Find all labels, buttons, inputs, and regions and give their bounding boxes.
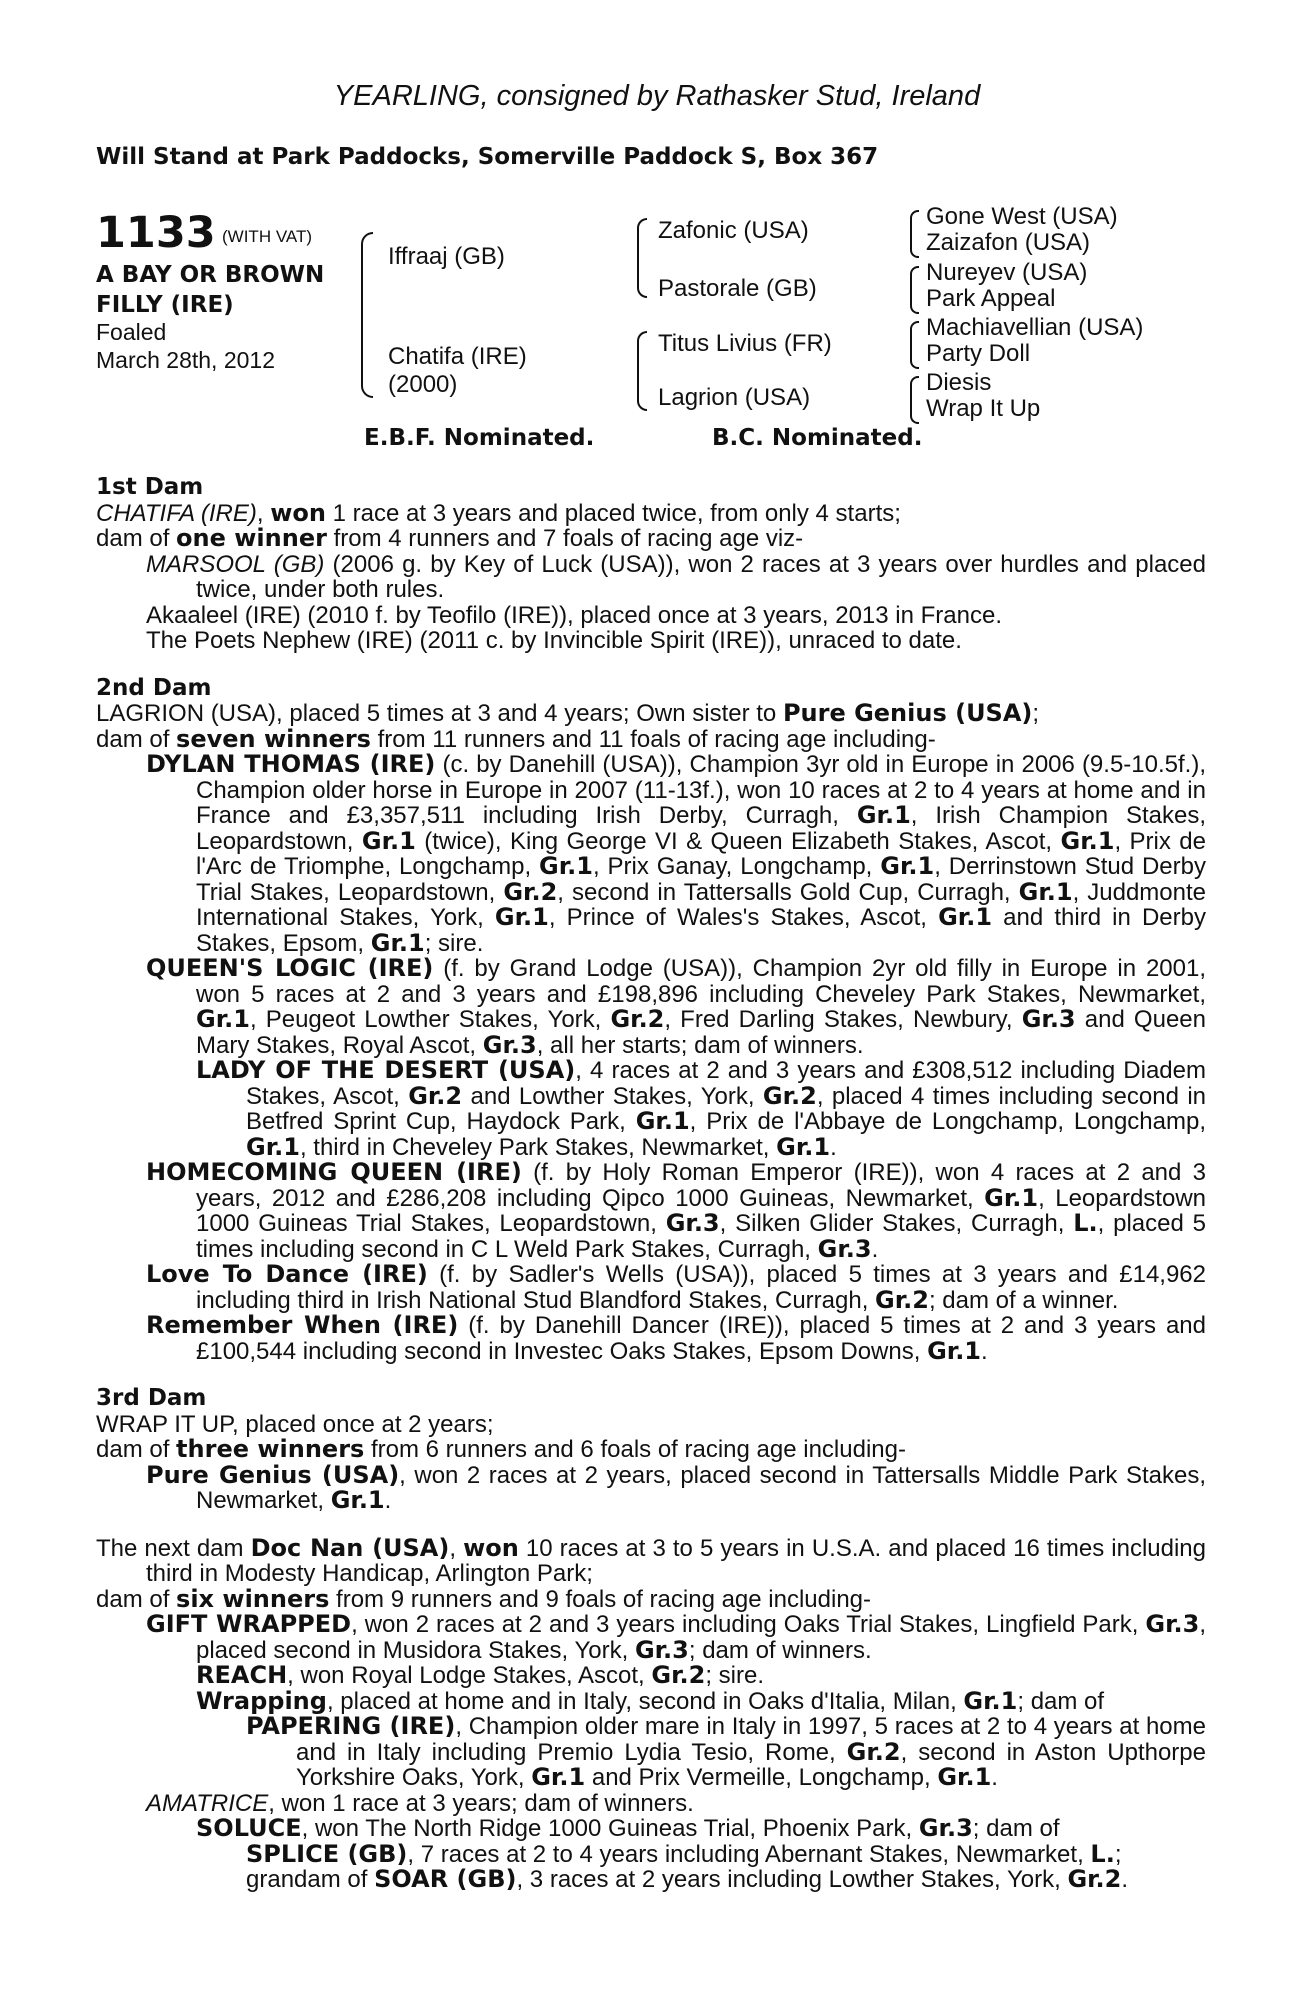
text-run: SOAR (GB): [374, 1865, 517, 1893]
text-run: (f. by Holy Roman Emperor (IRE)), won 4 races at 2 and 3 years, 2012 and £286,208 including Qipco 1000 Guineas, Newmarket,: [196, 1159, 1206, 1212]
text-run: , placed second in Musidora Stakes, York,: [196, 1611, 1206, 1664]
pedigree-ss-sire: Gone West (USA): [926, 203, 1118, 230]
pedigree-ds-dam: Party Doll: [926, 340, 1031, 367]
text-run: ,: [449, 1534, 464, 1562]
text-run: six winners: [176, 1584, 330, 1613]
text-run: Gr.1: [635, 1107, 690, 1135]
first-dam-offspring: Akaaleel (IRE) (2010 f. by Teofilo (IRE)), placed once at 3 years, 2013 in France.: [146, 601, 1002, 629]
pedigree-ss-dam: Zaizafon (USA): [926, 229, 1091, 256]
text-run: ,: [256, 499, 271, 527]
text-run: ; dam of: [1017, 1687, 1105, 1715]
text-run: 10 races at 3 to 5 years in U.S.A. and placed 16 times including third in Modesty Handicap, Arlington Park;: [146, 1534, 1206, 1587]
text-run: Gr.1: [880, 852, 935, 880]
third-dam-offspring-pure-genius: [96, 1460, 1206, 1514]
text-run: Love To Dance (IRE): [146, 1260, 428, 1288]
pedigree-dam-dam: Lagrion (USA): [658, 384, 811, 411]
text-run: Gr.2: [875, 1285, 929, 1314]
text-run: Gr.1: [1018, 877, 1073, 906]
text-run: .: [830, 1133, 837, 1161]
lot-description-line: FILLY (IRE): [96, 292, 234, 318]
text-run: Gr.3: [482, 1030, 537, 1059]
text-run: .: [981, 1337, 988, 1365]
text-run: from 4 runners and 7 foals of racing age viz-: [326, 525, 804, 552]
text-run: , Fred Darling Stakes, Newbury,: [664, 1006, 1022, 1033]
text-run: , won 2 races at 2 and 3 years including Oaks Trial Stakes, Lingfield Park,: [351, 1611, 1146, 1638]
text-run: Gr.1: [494, 903, 549, 931]
text-run: SPLICE (GB): [246, 1839, 408, 1868]
second-dam-offspring-remember-when: [96, 1313, 1206, 1364]
next-dam-great-grand-offspring: [96, 1867, 1206, 1893]
text-run: ; sire.: [705, 1662, 764, 1689]
text-run: QUEEN'S LOGIC (IRE): [146, 954, 434, 982]
text-run: Remember When (IRE): [146, 1311, 459, 1339]
pedigree-sire-sire: Zafonic (USA): [658, 217, 809, 244]
text-run: , placed 4 times including second in Betfred Sprint Cup, Haydock Park,: [246, 1082, 1207, 1135]
text-run: Pure Genius (USA): [146, 1460, 400, 1489]
second-dam-grand-offspring: [96, 1058, 1206, 1160]
text-run: and third in Derby Stakes, Epsom,: [196, 904, 1206, 957]
lot-description: [96, 260, 324, 320]
text-run: (twice), King George VI & Queen Elizabeth Stakes, Ascot,: [415, 827, 1061, 855]
text-run: , won The North Ridge 1000 Guineas Trial, Phoenix Park,: [301, 1815, 919, 1842]
page-title: YEARLING, consigned by Rathasker Stud, Ireland: [333, 80, 981, 112]
text-run: Gr.1: [856, 801, 911, 829]
text-run: Gr.1: [776, 1132, 831, 1161]
text-run: Gr.1: [361, 826, 416, 855]
text-run: and Queen Mary Stakes, Royal Ascot,: [196, 1006, 1206, 1059]
second-dam-line: [96, 701, 1206, 727]
text-run: dam of: [96, 1585, 177, 1613]
text-run: DYLAN THOMAS (IRE): [146, 750, 436, 778]
text-run: ; dam of a winner.: [928, 1286, 1119, 1314]
next-dam-produce-summary: [96, 1584, 1206, 1613]
pedigree-brace-main: [361, 232, 373, 398]
third-dam-heading: 3rd Dam: [96, 1385, 207, 1411]
text-run: Gr.1: [531, 1763, 586, 1791]
pedigree-dd-sire: Diesis: [926, 369, 992, 396]
foaled-label: Foaled: [96, 319, 167, 345]
next-dam-line: [96, 1533, 1206, 1587]
text-run: Pure Genius (USA): [782, 699, 1033, 727]
pedigree-ds-sire: Machiavellian (USA): [926, 314, 1144, 341]
text-run: , Prix Ganay, Longchamp,: [592, 853, 881, 880]
text-run: , placed 5 times including second in C L Weld Park Stakes, Curragh,: [196, 1210, 1206, 1263]
pedigree-dam-sire: Titus Livius (FR): [658, 330, 832, 357]
pedigree-sd-dam: Park Appeal: [926, 285, 1056, 312]
text-run: LADY OF THE DESERT (USA): [196, 1056, 576, 1084]
text-run: (2006 g. by Key of Luck (USA)), won 2 races at 3 years over hurdles and placed twice, under both rules.: [196, 550, 1206, 603]
text-run: The next dam: [96, 1534, 251, 1562]
text-run: Gr.1: [370, 928, 425, 957]
pedigree-dam: Chatifa (IRE): [388, 343, 527, 370]
text-run: Gr.1: [938, 903, 993, 931]
second-dam-produce-summary: [96, 724, 1206, 753]
text-run: dam of: [96, 1436, 177, 1463]
text-run: , Derrinstown Stud Derby Trial Stakes, Leopardstown,: [196, 853, 1206, 906]
text-run: , Irish Champion Stakes, Leopardstown,: [196, 802, 1206, 855]
text-run: Gr.1: [196, 1005, 250, 1033]
text-run: , placed at home and in Italy, second in Oaks d'Italia, Milan,: [326, 1687, 964, 1715]
text-run: Gr.3: [817, 1234, 872, 1263]
pedigree-dd-dam: Wrap It Up: [926, 395, 1041, 422]
text-run: L.: [1073, 1209, 1098, 1237]
text-run: Gr.3: [1021, 1005, 1076, 1033]
text-run: from 9 runners and 9 foals of racing age including-: [329, 1585, 872, 1613]
next-dam-grand-offspring: [96, 1816, 1206, 1842]
text-run: , 7 races at 2 to 4 years including Abernant Stakes, Newmarket,: [407, 1840, 1091, 1868]
text-run: (f. by Grand Lodge (USA)), Champion 2yr old filly in Europe in 2001, won 5 races at 2 and 3 years and £198,896 including Cheveley Park Stakes, Newmarket,: [196, 955, 1206, 1008]
third-dam-produce-summary: [96, 1437, 1206, 1463]
produce-record: [96, 475, 1206, 1893]
text-run: won: [463, 1533, 519, 1562]
text-run: Gr.1: [937, 1763, 992, 1791]
text-run: (f. by Sadler's Wells (USA)), placed 5 times at 3 years and £14,962 including third in Irish National Stud Blandford Stakes, Curragh,: [196, 1261, 1207, 1314]
text-run: Gr.1: [539, 852, 593, 880]
text-run: Gr.2: [408, 1081, 463, 1110]
lot-vat: (WITH VAT): [222, 227, 313, 246]
text-run: , second in Tattersalls Gold Cup, Curragh,: [557, 878, 1019, 906]
text-run: , 4 races at 2 and 3 years and £308,512 including Diadem Stakes, Ascot,: [246, 1057, 1206, 1110]
text-run: , Prix de l'Arc de Triomphe, Longchamp,: [196, 827, 1207, 880]
third-dam-line: WRAP IT UP, placed once at 2 years;: [96, 1410, 494, 1438]
text-run: Gr.1: [963, 1686, 1018, 1715]
second-dam-offspring-homecoming-queen: [96, 1160, 1206, 1262]
first-dam-heading: 1st Dam: [96, 474, 204, 500]
text-run: Gr.1: [1060, 826, 1115, 855]
next-dam-grand-offspring: [96, 1663, 1206, 1689]
text-run: , Champion older mare in Italy in 1997, 5 races at 2 to 4 years at home and in Italy including Premio Lydia Tesio, Rome,: [296, 1713, 1206, 1766]
pedigree-brace-dam: [637, 331, 647, 411]
next-dam-offspring-gift-wrapped: [96, 1612, 1206, 1663]
text-run: , won 2 races at 2 years, placed second in Tattersalls Middle Park Stakes, Newmarket,: [196, 1461, 1206, 1514]
text-run: GIFT WRAPPED: [146, 1610, 352, 1638]
text-run: REACH: [196, 1661, 288, 1689]
text-run: Gr.2: [762, 1081, 817, 1110]
text-run: ; dam of: [972, 1815, 1060, 1842]
text-run: dam of: [96, 525, 177, 552]
text-run: seven winners: [176, 724, 371, 753]
pedigree-sd-sire: Nureyev (USA): [926, 259, 1088, 286]
next-dam-grand-offspring: [96, 1686, 1206, 1715]
text-run: MARSOOL (GB): [146, 550, 325, 578]
text-run: , won Royal Lodge Stakes, Ascot,: [287, 1662, 652, 1689]
text-run: L.: [1090, 1839, 1115, 1868]
text-run: SOLUCE: [196, 1814, 302, 1842]
text-run: Gr.2: [1067, 1865, 1122, 1893]
text-run: CHATIFA (IRE): [96, 499, 257, 527]
text-run: , Prince of Wales's Stakes, Ascot,: [548, 904, 939, 931]
text-run: and Lowther Stakes, York,: [462, 1082, 763, 1110]
text-run: Gr.1: [927, 1336, 982, 1365]
text-run: , 3 races at 2 years including Lowther Stakes, York,: [516, 1866, 1068, 1893]
text-run: Doc Nan (USA): [250, 1533, 450, 1562]
text-run: Gr.2: [610, 1005, 665, 1033]
text-run: , Juddmonte International Stakes, York,: [196, 878, 1207, 931]
text-run: Gr.3: [634, 1635, 689, 1664]
text-run: from 11 runners and 11 foals of racing age including-: [370, 725, 936, 753]
text-run: , all her starts; dam of winners.: [536, 1031, 864, 1059]
text-run: Gr.1: [330, 1486, 385, 1514]
text-run: AMATRICE: [146, 1789, 269, 1817]
text-run: three winners: [176, 1435, 365, 1463]
text-run: won: [270, 498, 326, 527]
second-dam-offspring-queens-logic: [96, 956, 1206, 1058]
text-run: , Leopardstown 1000 Guineas Trial Stakes, Leopardstown,: [196, 1184, 1207, 1237]
pedigree-brace-dd: [910, 376, 919, 424]
first-dam-line: [96, 498, 1206, 527]
text-run: ;: [1114, 1840, 1122, 1868]
text-run: Gr.3: [665, 1209, 720, 1237]
text-run: , second in Aston Upthorpe Yorkshire Oaks, York,: [296, 1738, 1206, 1791]
second-dam-heading: 2nd Dam: [96, 674, 212, 701]
text-run: Gr.3: [1145, 1610, 1200, 1638]
pedigree-sire-dam: Pastorale (GB): [658, 275, 817, 302]
text-run: Wrapping: [196, 1686, 327, 1715]
first-dam-offspring: [96, 552, 1206, 603]
text-run: Gr.1: [246, 1132, 300, 1161]
next-dam-offspring-amatrice: [96, 1791, 1206, 1817]
text-run: PAPERING (IRE): [246, 1712, 456, 1740]
pedigree-sire: Iffraaj (GB): [388, 243, 505, 270]
pedigree-dam-year: (2000): [388, 371, 458, 398]
text-run: ; sire.: [424, 929, 484, 957]
text-run: LAGRION (USA), placed 5 times at 3 and 4 years; Own sister to: [96, 700, 783, 727]
text-run: , Silken Glider Stakes, Curragh,: [719, 1210, 1074, 1237]
text-run: grandam of: [246, 1866, 375, 1893]
lot-number: 1133: [96, 208, 216, 258]
text-run: dam of: [96, 725, 177, 753]
pedigree-brace-ss: [910, 210, 919, 258]
text-run: .: [1121, 1866, 1129, 1893]
text-run: .: [871, 1235, 879, 1263]
bc-nominated: B.C. Nominated.: [712, 425, 923, 451]
stand-location: Will Stand at Park Paddocks, Somerville Paddock S, Box 367: [96, 144, 879, 170]
text-run: Gr.3: [918, 1814, 973, 1842]
text-run: , third in Cheveley Park Stakes, Newmarket,: [299, 1133, 777, 1161]
next-dam-great-grand-offspring: [96, 1839, 1206, 1868]
text-run: , won 1 race at 3 years; dam of winners.: [268, 1789, 694, 1817]
text-run: .: [991, 1764, 998, 1791]
text-run: (f. by Danehill Dancer (IRE)), placed 5 times at 2 and 3 years and £100,544 including second in Investec Oaks Stakes, Epsom Downs,: [196, 1312, 1206, 1365]
pedigree-brace-sire: [637, 218, 647, 298]
second-dam-offspring-dylan-thomas: [96, 752, 1206, 956]
text-run: and Prix Vermeille, Longchamp,: [585, 1764, 938, 1791]
text-run: ;: [1032, 700, 1040, 727]
lot-description-line: A BAY OR BROWN: [96, 262, 325, 288]
text-run: , Prix de l'Abbaye de Longchamp, Longchamp,: [689, 1108, 1207, 1135]
text-run: Gr.2: [503, 877, 558, 906]
text-run: Gr.2: [846, 1737, 901, 1766]
foaled-date: [96, 318, 275, 374]
text-run: HOMECOMING QUEEN (IRE): [146, 1158, 522, 1186]
first-dam-offspring: The Poets Nephew (IRE) (2011 c. by Invincible Spirit (IRE)), unraced to date.: [146, 627, 962, 654]
first-dam-produce-summary: [96, 526, 1206, 552]
text-run: 1 race at 3 years and placed twice, from only 4 starts;: [325, 499, 901, 527]
text-run: ; dam of winners.: [688, 1636, 872, 1664]
text-run: one winner: [176, 524, 327, 552]
ebf-nominated: E.B.F. Nominated.: [364, 425, 595, 451]
text-run: .: [384, 1487, 392, 1514]
text-run: from 6 runners and 6 foals of racing age including-: [364, 1436, 906, 1463]
second-dam-offspring-love-to-dance: [96, 1262, 1206, 1313]
text-run: Gr.1: [984, 1183, 1039, 1212]
pedigree-brace-ds: [910, 321, 919, 369]
text-run: , Peugeot Lowther Stakes, York,: [249, 1006, 611, 1033]
foaled-value: March 28th, 2012: [96, 347, 276, 373]
next-dam-great-grand-offspring: [96, 1714, 1206, 1791]
pedigree-brace-sd: [910, 266, 919, 314]
text-run: (c. by Danehill (USA)), Champion 3yr old in Europe in 2006 (9.5-10.5f.), Champion older horse in Europe in 2007 (11-13f.), won 10 races at 2 to 4 years at home and in France and £3,357,511 including Irish Derby, Curragh,: [196, 751, 1206, 829]
text-run: Gr.2: [651, 1661, 706, 1689]
